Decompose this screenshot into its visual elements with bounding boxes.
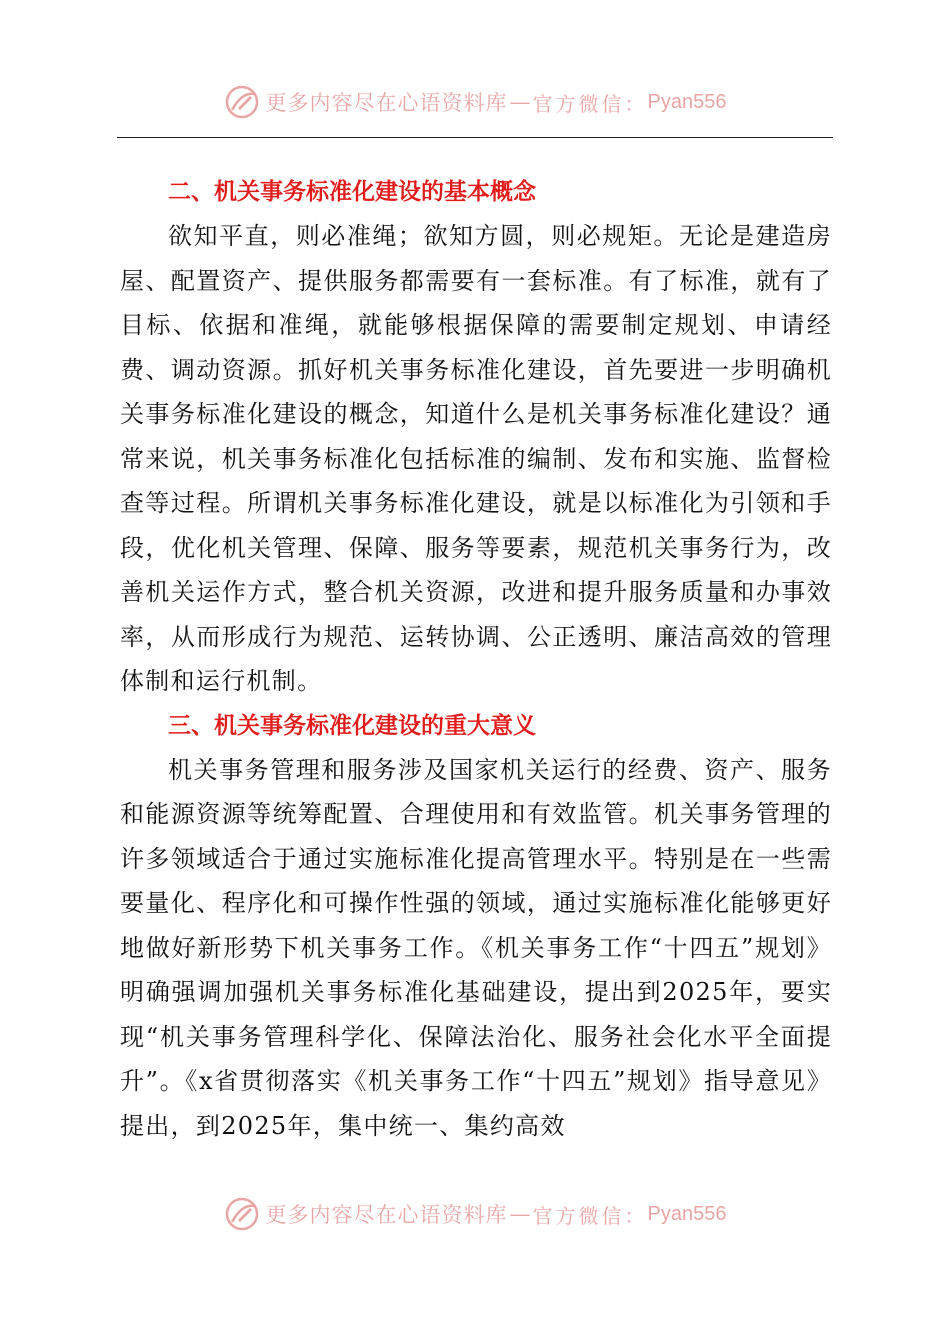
section-paragraph: 欲知平直，则必准绳；欲知方圆，则必规矩。无论是建造房屋、配置资产、提供服务都需要有一套标准。有了标准，就有了目标、依据和准绳，就能够根据保障的需要制定规划、申请经费、调动资源。抓好机关事务标准化建设，首先要进一步明确机关事务标准化建设的概念，知道什么是机关事务标准化建设？通常来说，机关事务标准化包括标准的编制、发布和实施、监督检查等过程。所谓机关事务标准化建设，就是以标准化为引领和手段，优化机关管理、保障、服务等要素，规范机关事务行为，改善机关运作方式，整合机关资源，改进和提升服务质量和办事效率，从而形成行为规范、运转协调、公正透明、廉洁高效的管理体制和运行机制。 [120, 222, 832, 695]
banner-wechat-id: Pyan556 [647, 90, 727, 113]
section-paragraph: 机关事务管理和服务涉及国家机关运行的经费、资产、服务和能源资源等统筹配置、合理使用和有效监管。机关事务管理的许多领域适合于通过实施标准化提高管理水平。特别是在一些需要量化、程序化和可操作性强的领域，通过实施标准化能够更好地做好新形势下机关事务工作。《机关事务工作“十四五”规划》明确强调加强机关事务标准化基础建设，提出到2025年，要实现“机关事务管理科学化、保障法治化、服务社会化水平全面提升”。《x省贯彻落实《机关事务工作“十四五”规划》指导意见》提出，到2025年，集中统一、集约高效 [120, 755, 832, 1140]
banner-dash: — [509, 1202, 531, 1226]
header-divider [117, 137, 833, 138]
section-heading: 三、机关事务标准化建设的重大意义 [168, 712, 536, 739]
banner-brand: 更多内容尽在心语资料库 [265, 1203, 508, 1227]
pen-logo-icon [224, 1196, 260, 1232]
header-banner [0, 82, 950, 122]
footer-banner [0, 1194, 950, 1234]
banner-wechat-label: 官方微信： [532, 91, 648, 116]
banner-wechat-id: Pyan556 [647, 1202, 727, 1225]
document-body [120, 170, 832, 1148]
pen-logo-icon [224, 84, 260, 120]
banner-dash: — [509, 90, 531, 114]
section-heading: 二、机关事务标准化建设的基本概念 [168, 179, 536, 205]
banner-brand: 更多内容尽在心语资料库 [265, 91, 508, 115]
banner-wechat-label: 官方微信： [532, 1203, 648, 1228]
